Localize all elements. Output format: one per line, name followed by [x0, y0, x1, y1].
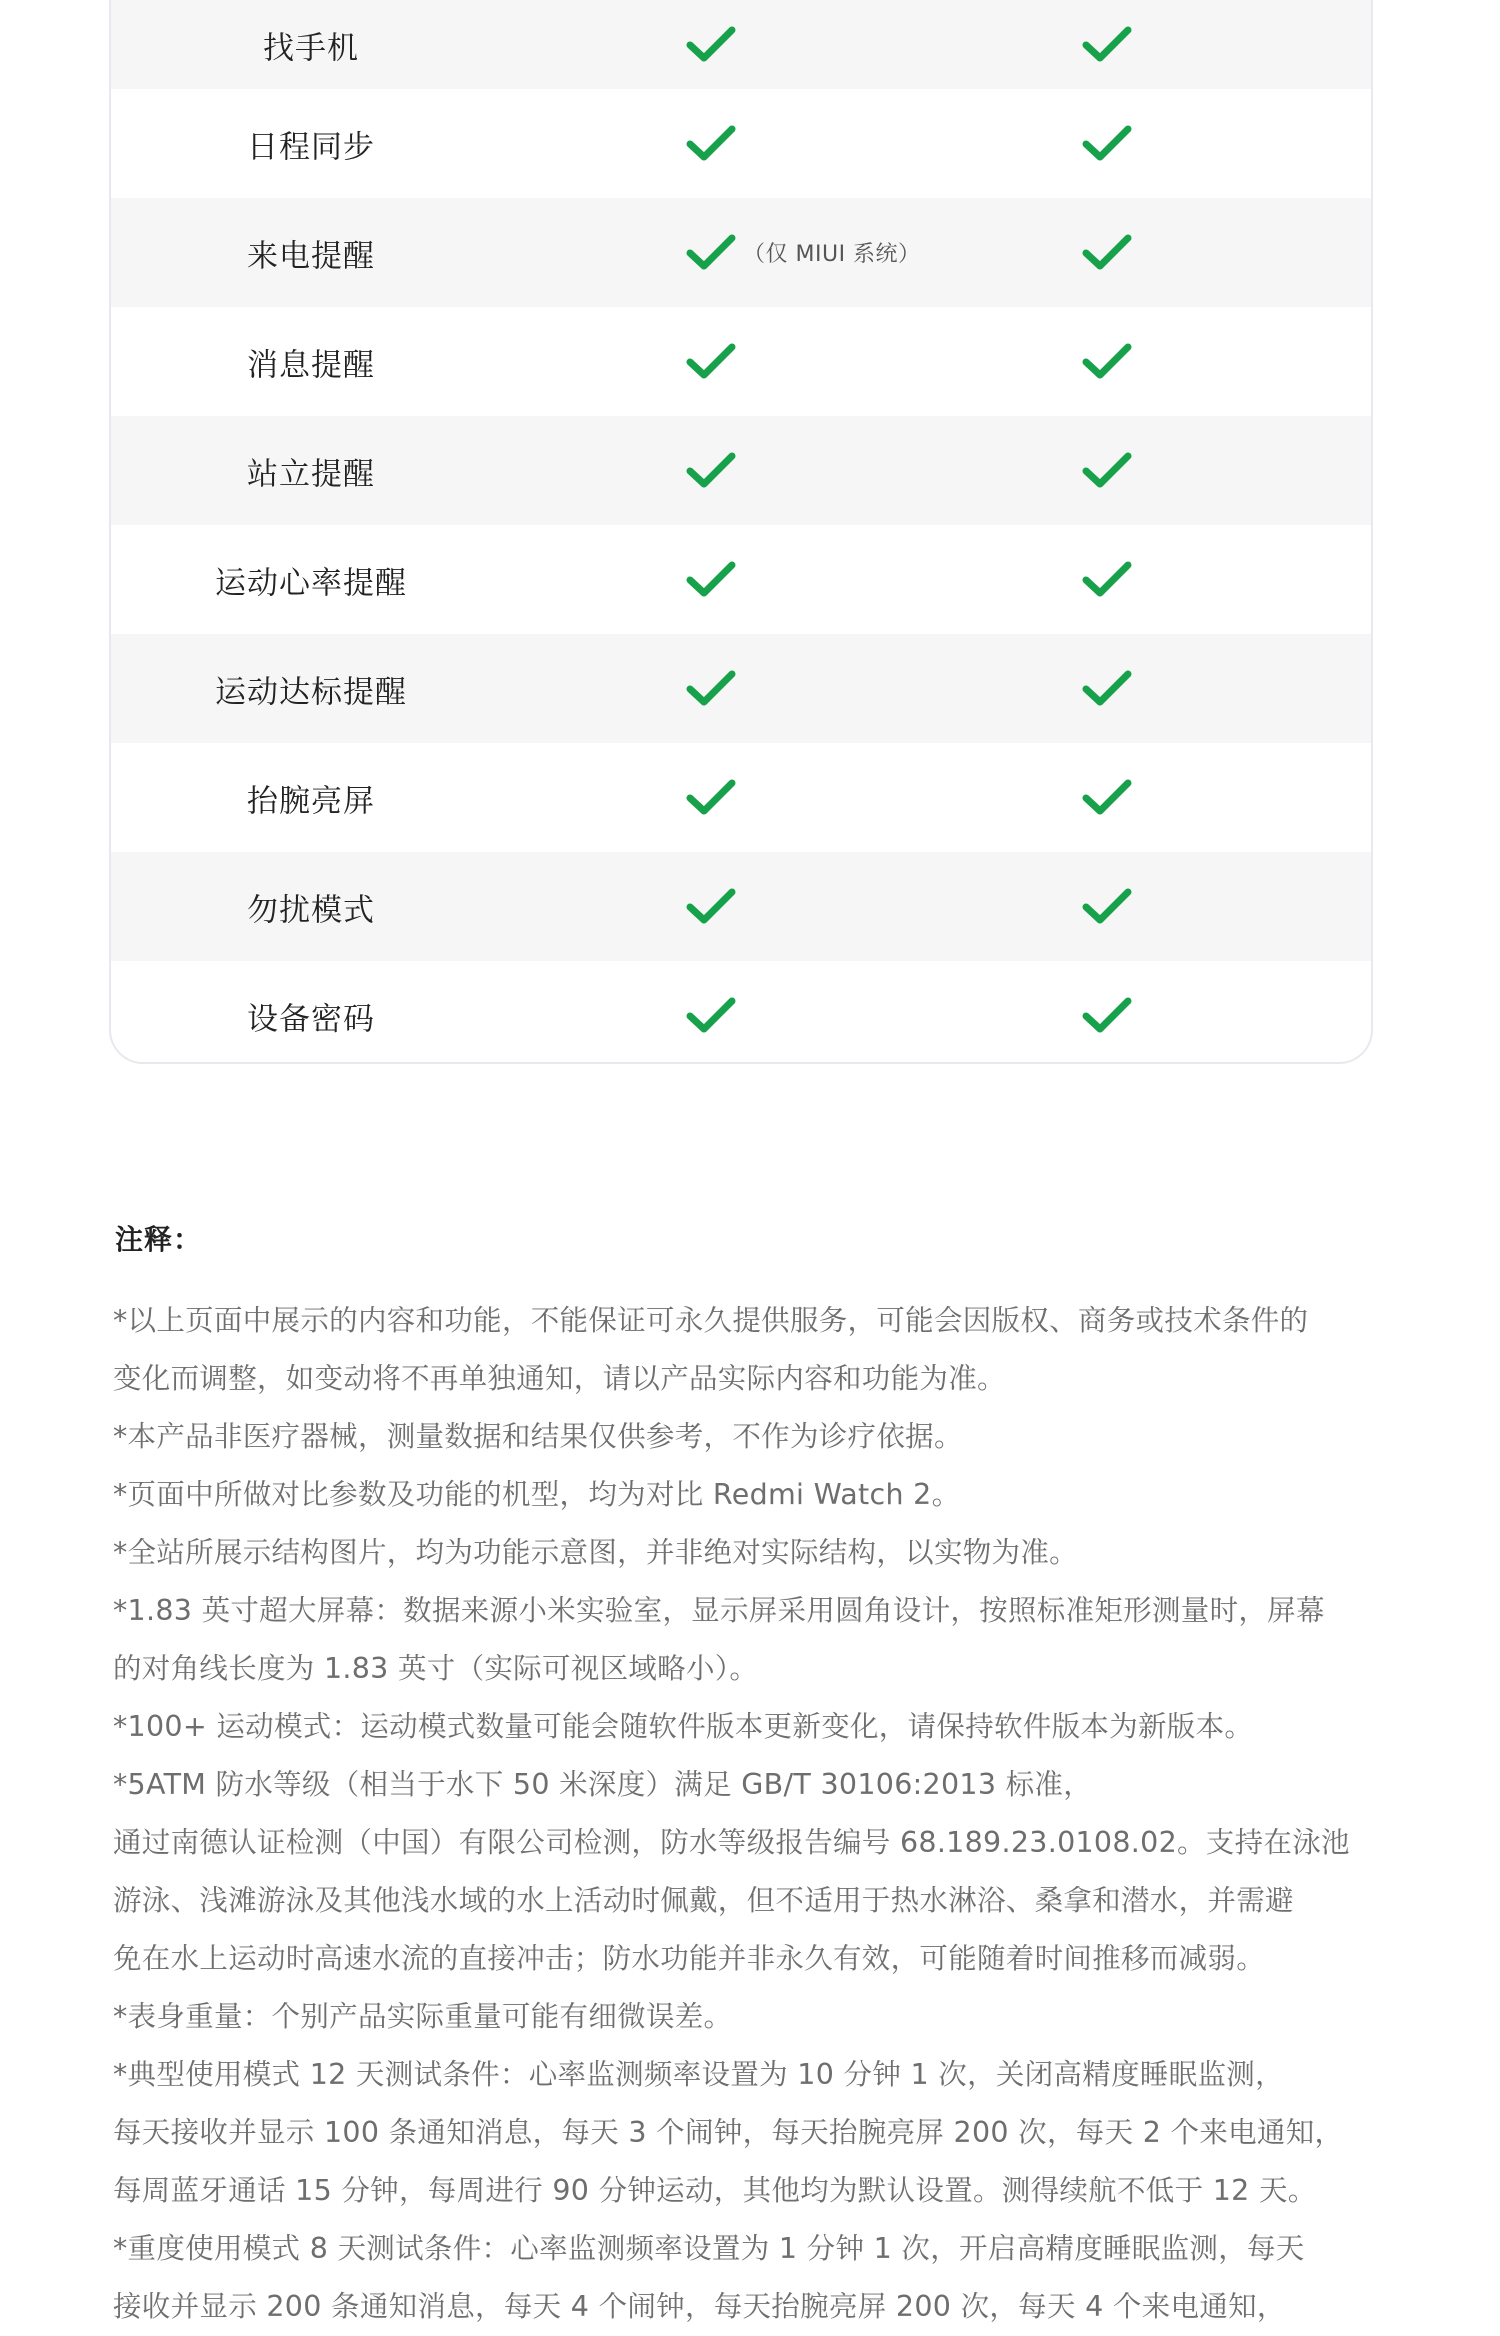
- compare-model-cell: [1081, 560, 1133, 600]
- feature-label: 抬腕亮屏: [247, 783, 375, 819]
- note-line: 通过南德认证检测（中国）有限公司检测，防水等级报告编号 68.189.23.0108.02。支持在泳池: [113, 1826, 1350, 1859]
- feature-label: 设备密码: [247, 1001, 375, 1037]
- check-icon: [685, 778, 737, 818]
- table-row: [111, 634, 1371, 743]
- check-icon: [1081, 778, 1133, 818]
- check-icon: [685, 887, 737, 927]
- current-model-cell: [685, 25, 737, 65]
- notes-title: 注释：: [115, 1223, 203, 1256]
- table-row: [111, 743, 1371, 852]
- cell-note: （仅 MIUI 系统）: [743, 242, 921, 267]
- current-model-cell: [685, 996, 737, 1036]
- notes-section: [113, 1218, 1393, 2336]
- note-line: 变化而调整，如变动将不再单独通知，请以产品实际内容和功能为准。: [113, 1362, 1006, 1395]
- table-row: [111, 198, 1371, 307]
- check-icon: [1081, 25, 1133, 65]
- compare-model-cell: [1081, 342, 1133, 382]
- current-model-cell: [685, 233, 921, 273]
- current-model-cell: [685, 560, 737, 600]
- note-line: 每周蓝牙通话 15 分钟，每周进行 90 分钟运动，其他均为默认设置。测得续航不低于 12 天。: [113, 2174, 1317, 2207]
- note-line: *本产品非医疗器械，测量数据和结果仅供参考，不作为诊疗依据。: [113, 1420, 963, 1453]
- check-icon: [1081, 233, 1133, 273]
- feature-label: 日程同步: [247, 129, 375, 165]
- compare-model-cell: [1081, 25, 1133, 65]
- note-line: *5ATM 防水等级（相当于水下 50 米深度）满足 GB/T 30106:2013 标准，: [113, 1768, 1093, 1801]
- note-line: 接收并显示 200 条通知消息，每天 4 个闹钟，每天抬腕亮屏 200 次，每天 4 个来电通知，: [113, 2290, 1286, 2323]
- check-icon: [685, 669, 737, 709]
- check-icon: [685, 451, 737, 491]
- check-icon: [685, 25, 737, 65]
- table-row: [111, 416, 1371, 525]
- comparison-table: [109, 0, 1373, 1064]
- note-line: 每天接收并显示 100 条通知消息，每天 3 个闹钟，每天抬腕亮屏 200 次，每天 2 个来电通知，: [113, 2116, 1344, 2149]
- table-row: [111, 852, 1371, 961]
- note-line: 免在水上运动时高速水流的直接冲击；防水功能并非永久有效，可能随着时间推移而减弱。: [113, 1942, 1266, 1975]
- check-icon: [1081, 669, 1133, 709]
- current-model-cell: [685, 451, 737, 491]
- compare-model-cell: [1081, 669, 1133, 709]
- table-row: [111, 0, 1371, 89]
- compare-model-cell: [1081, 996, 1133, 1036]
- current-model-cell: [685, 124, 737, 164]
- table-row: [111, 525, 1371, 634]
- note-line: *典型使用模式 12 天测试条件：心率监测频率设置为 10 分钟 1 次，关闭高精度睡眠监测，: [113, 2058, 1284, 2091]
- check-icon: [685, 233, 737, 273]
- feature-label: 站立提醒: [247, 456, 375, 492]
- feature-label: 来电提醒: [247, 238, 375, 274]
- table-row: [111, 307, 1371, 416]
- check-icon: [1081, 124, 1133, 164]
- compare-model-cell: [1081, 778, 1133, 818]
- check-icon: [685, 560, 737, 600]
- check-icon: [1081, 887, 1133, 927]
- current-model-cell: [685, 669, 737, 709]
- current-model-cell: [685, 342, 737, 382]
- compare-model-cell: [1081, 233, 1133, 273]
- feature-label: 找手机: [263, 30, 359, 66]
- check-icon: [1081, 451, 1133, 491]
- check-icon: [1081, 342, 1133, 382]
- current-model-cell: [685, 887, 737, 927]
- table-row: [111, 89, 1371, 198]
- table-row: [111, 961, 1371, 1064]
- comparison-rows: [111, 0, 1371, 1064]
- check-icon: [1081, 560, 1133, 600]
- current-model-cell: [685, 778, 737, 818]
- note-line: *重度使用模式 8 天测试条件：心率监测频率设置为 1 分钟 1 次，开启高精度睡眠监测，每天: [113, 2232, 1305, 2265]
- check-icon: [1081, 996, 1133, 1036]
- check-icon: [685, 124, 737, 164]
- compare-model-cell: [1081, 451, 1133, 491]
- notes-body: [113, 1292, 1393, 2336]
- check-icon: [685, 342, 737, 382]
- note-line: *100+ 运动模式：运动模式数量可能会随软件版本更新变化，请保持软件版本为新版本。: [113, 1710, 1254, 1743]
- check-icon: [685, 996, 737, 1036]
- note-line: 游泳、浅滩游泳及其他浅水域的水上活动时佩戴，但不适用于热水淋浴、桑拿和潜水，并需避: [113, 1884, 1294, 1917]
- note-line: *以上页面中展示的内容和功能，不能保证可永久提供服务，可能会因版权、商务或技术条件的: [113, 1304, 1309, 1337]
- note-line: *全站所展示结构图片，均为功能示意图，并非绝对实际结构，以实物为准。: [113, 1536, 1078, 1569]
- compare-model-cell: [1081, 124, 1133, 164]
- feature-label: 勿扰模式: [247, 892, 375, 928]
- feature-label: 运动心率提醒: [215, 565, 407, 601]
- compare-model-cell: [1081, 887, 1133, 927]
- feature-label: 运动达标提醒: [215, 674, 407, 710]
- note-line: *页面中所做对比参数及功能的机型，均为对比 Redmi Watch 2。: [113, 1478, 961, 1511]
- note-line: 的对角线长度为 1.83 英寸（实际可视区域略小）。: [113, 1652, 759, 1685]
- feature-label: 消息提醒: [247, 347, 375, 383]
- note-line: *表身重量：个别产品实际重量可能有细微误差。: [113, 2000, 733, 2033]
- note-line: *1.83 英寸超大屏幕：数据来源小米实验室，显示屏采用圆角设计，按照标准矩形测量时，屏幕: [113, 1594, 1325, 1627]
